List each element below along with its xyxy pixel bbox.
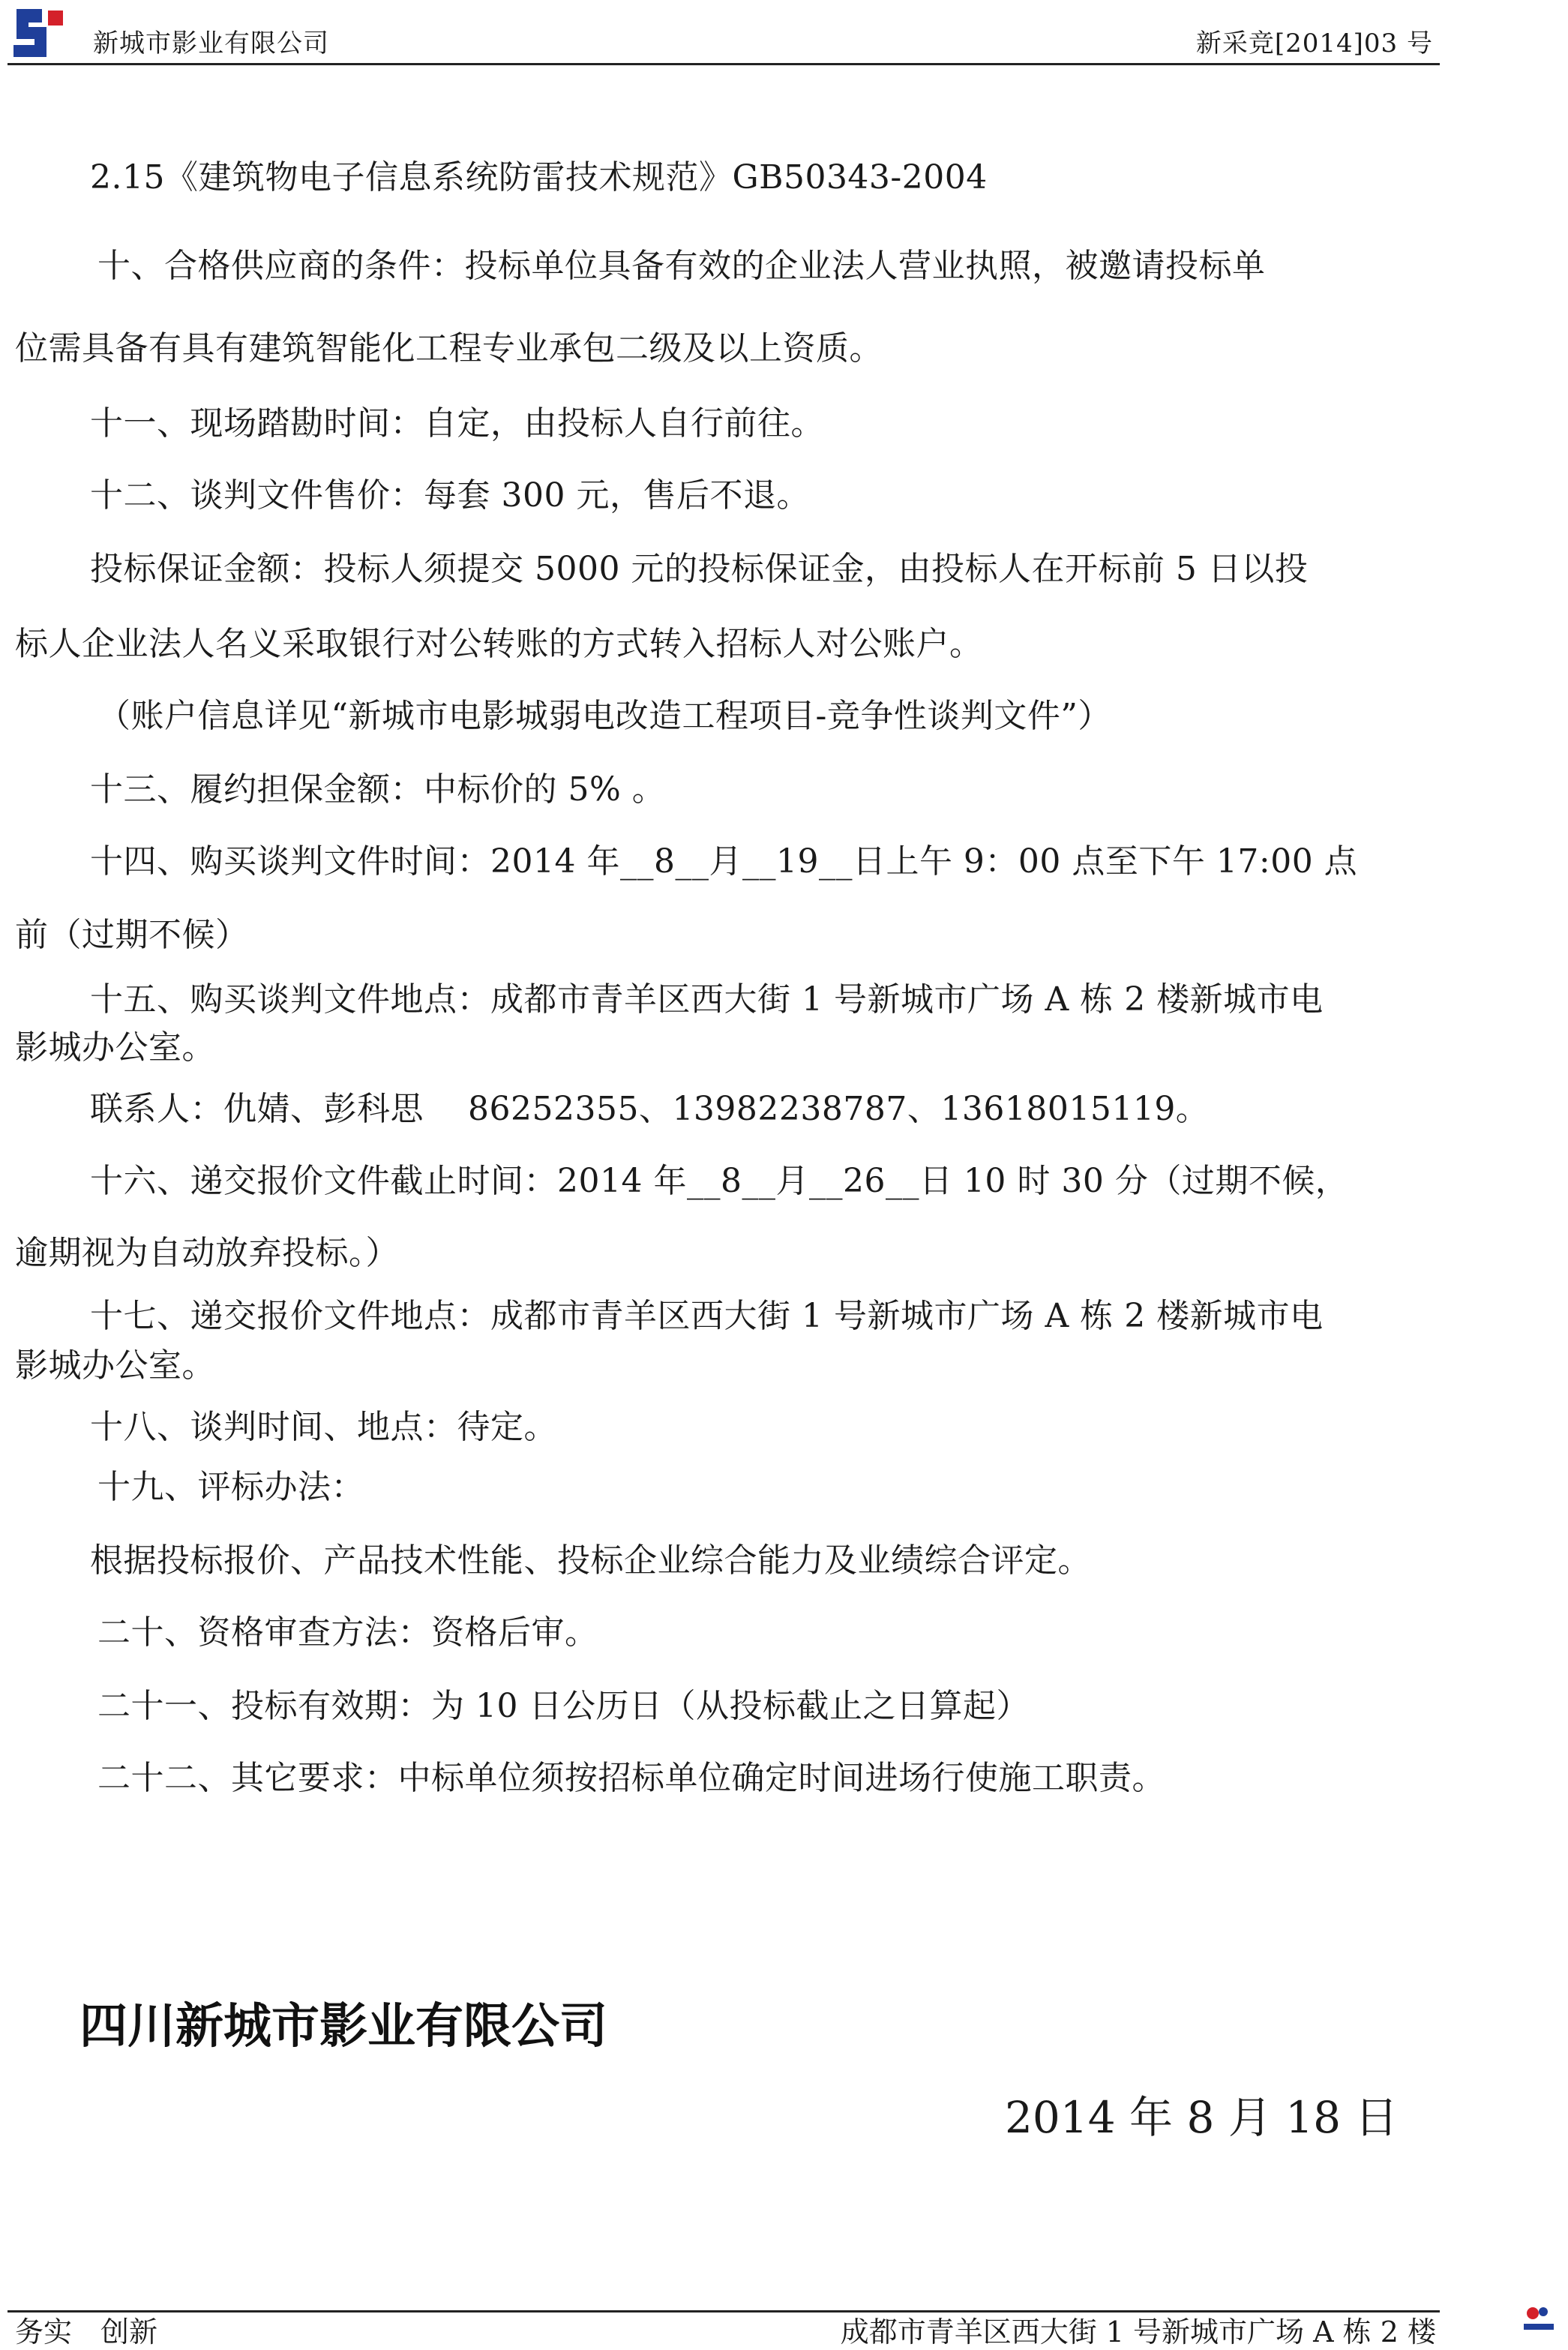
watermark-logo bbox=[1519, 2301, 1558, 2337]
section-11: 十一、现场踏勘时间：自定，由投标人自行前往。 bbox=[90, 404, 824, 443]
section-12: 十二、谈判文件售价：每套 300 元，售后不退。 bbox=[90, 476, 810, 515]
section-18: 十八、谈判时间、地点：待定。 bbox=[90, 1408, 557, 1446]
section-20: 二十、资格审查方法：资格后审。 bbox=[97, 1613, 598, 1652]
section-15-line-1: 十五、购买谈判文件地点：成都市青羊区西大街 1 号新城市广场 A 栋 2 楼新城市电 bbox=[90, 980, 1324, 1019]
bid-bond-line-1: 投标保证金额：投标人须提交 5000 元的投标保证金，由投标人在开标前 5 日以投 bbox=[90, 550, 1309, 588]
header-company-name: 新城市影业有限公司 bbox=[93, 29, 329, 59]
section-10-line-1: 十、合格供应商的条件：投标单位具备有效的企业法人营业执照，被邀请投标单 bbox=[97, 247, 1266, 285]
signature-company: 四川新城市影业有限公司 bbox=[79, 1999, 607, 2054]
section-10-line-2: 位需具备有具有建筑智能化工程专业承包二级及以上资质。 bbox=[15, 329, 883, 368]
footer-motto: 务实 创新 bbox=[15, 2315, 158, 2348]
section-16-line-1: 十六、递交报价文件截止时间：2014 年__8__月__26__日 10 时 30 分（过期不候， bbox=[90, 1162, 1349, 1200]
section-19: 十九、评标办法： bbox=[97, 1468, 364, 1506]
watermark-logo-icon bbox=[1519, 2301, 1558, 2337]
section-13: 十三、履约担保金额：中标价的 5% 。 bbox=[90, 770, 666, 809]
section-21: 二十一、投标有效期：为 10 日公历日（从投标截止之日算起） bbox=[97, 1687, 1030, 1725]
contact-persons: 联系人：仇婧、彭科思 86252355、13982238787、13618015119。 bbox=[90, 1090, 1210, 1128]
signature-date: 2014 年 8 月 18 日 bbox=[1005, 2092, 1399, 2143]
section-15-line-2: 影城办公室。 bbox=[15, 1028, 215, 1067]
bid-bond-line-2: 标人企业法人名义采取银行对公转账的方式转入招标人对公账户。 bbox=[15, 625, 983, 663]
section-17-line-2: 影城办公室。 bbox=[15, 1346, 215, 1385]
section-14-line-1: 十四、购买谈判文件时间：2014 年__8__月__19__日上午 9：00 点至下午 17:00 点 bbox=[90, 842, 1358, 881]
header-divider bbox=[7, 63, 1440, 65]
account-info-note: （账户信息详见“新城市电影城弱电改造工程项目-竞争性谈判文件”） bbox=[97, 697, 1111, 735]
header-document-number: 新采竞[2014]03 号 bbox=[1195, 29, 1433, 59]
logo-mark-icon bbox=[10, 5, 69, 63]
section-16-line-2: 逾期视为自动放弃投标。） bbox=[15, 1234, 399, 1272]
section-17-line-1: 十七、递交报价文件地点：成都市青羊区西大街 1 号新城市广场 A 栋 2 楼新城市电 bbox=[90, 1297, 1324, 1335]
standard-item-2-15: 2.15《建筑物电子信息系统防雷技术规范》GB50343-2004 bbox=[90, 158, 988, 197]
section-22: 二十二、其它要求：中标单位须按招标单位确定时间进场行使施工职责。 bbox=[97, 1759, 1165, 1797]
company-logo bbox=[10, 5, 69, 63]
section-14-line-2: 前（过期不候） bbox=[15, 916, 249, 954]
evaluation-method: 根据投标报价、产品技术性能、投标企业综合能力及业绩综合评定。 bbox=[90, 1541, 1091, 1580]
footer-address: 成都市青羊区西大街 1 号新城市广场 A 栋 2 楼 bbox=[840, 2315, 1436, 2348]
